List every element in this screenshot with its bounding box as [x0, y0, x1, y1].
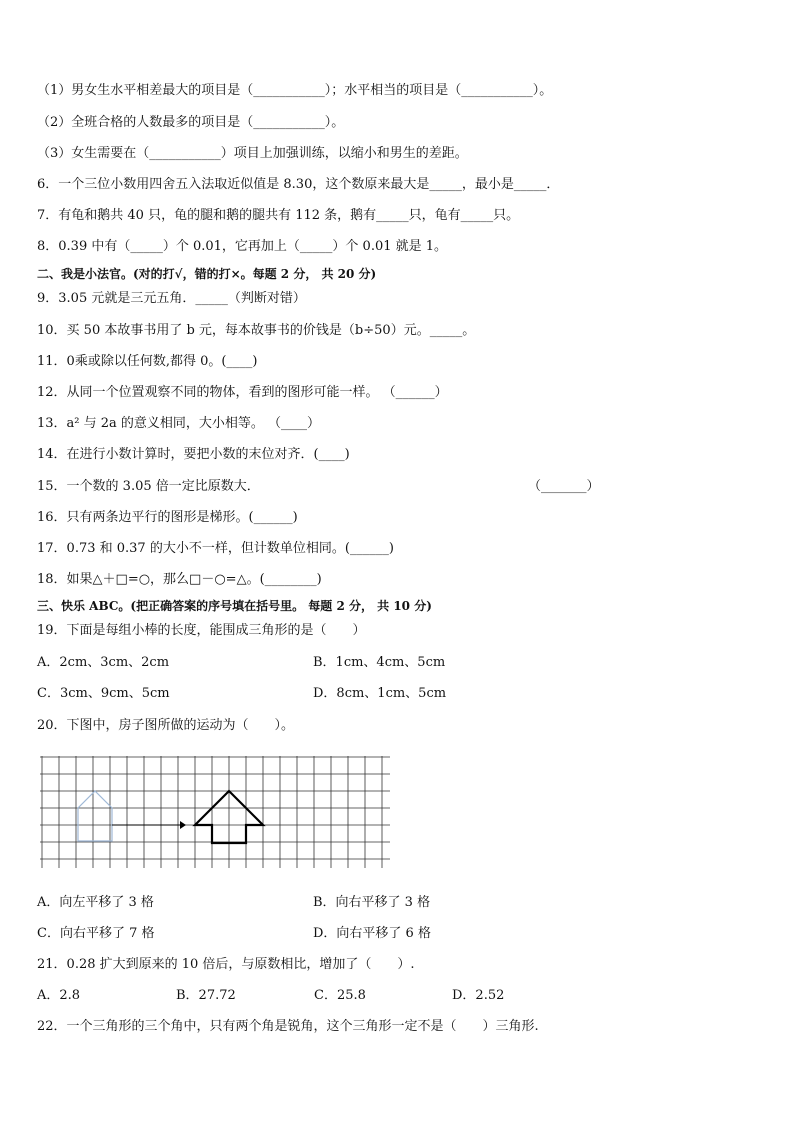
q20-option-d: D．向右平移了 6 格 — [313, 926, 431, 941]
question-21-stem: 21．0.28 扩大到原来的 10 倍后，与原数相比，增加了（ ）. — [37, 957, 415, 972]
house-translation-figure — [40, 756, 396, 876]
q5-sub1: （1）男女生水平相差最大的项目是（___________）；水平相当的项目是（___________）。 — [37, 83, 553, 98]
question-16: 16．只有两条边平行的图形是梯形。(______) — [37, 510, 298, 525]
grid-lines — [40, 756, 390, 868]
question-19-stem: 19．下面是每组小棒的长度，能围成三角形的是（ ） — [37, 623, 366, 638]
question-15-blank: （_______） — [528, 479, 600, 494]
q21-option-c: C．25.8 — [314, 988, 366, 1003]
q19-option-d: D．8cm、1cm、5cm — [313, 686, 447, 701]
q5-sub2: （2）全班合格的人数最多的项目是（___________）。 — [37, 115, 345, 130]
question-11: 11．0乘或除以任何数,都得 0。(____) — [37, 354, 258, 369]
question-8: 8．0.39 中有（_____）个 0.01，它再加上（_____）个 0.01 就是 1。 — [37, 239, 448, 254]
question-7: 7．有龟和鹅共 40 只，龟的腿和鹅的腿共有 112 条，鹅有_____只，龟有_____只。 — [37, 208, 520, 223]
question-13: 13．a² 与 2a 的意义相同，大小相等。 （____） — [37, 416, 321, 431]
question-17: 17．0.73 和 0.37 的大小不一样，但计数单位相同。(______) — [37, 541, 394, 556]
q19-option-a: A．2cm、3cm、2cm — [37, 655, 170, 670]
q20-option-c: C．向右平移了 7 格 — [37, 926, 155, 941]
question-6: 6．一个三位小数用四舍五入法取近似值是 8.30，这个数原来最大是_____，最小是_____． — [37, 177, 560, 192]
question-10: 10．买 50 本故事书用了 b 元，每本故事书的价钱是（b÷50）元。_____。 — [37, 323, 476, 338]
section-2-heading: 二、我是小法官。(对的打√，错的打×。每题 2 分， 共 20 分) — [37, 267, 377, 281]
q19-option-b: B．1cm、4cm、5cm — [313, 655, 446, 670]
q5-sub3: （3）女生需要在（___________）项目上加强训练，以缩小和男生的差距。 — [37, 146, 468, 161]
q21-option-a: A．2.8 — [37, 988, 81, 1003]
question-15: 15．一个数的 3.05 倍一定比原数大． — [37, 479, 260, 494]
original-house — [78, 791, 112, 841]
question-12: 12．从同一个位置观察不同的物体，看到的图形可能一样。 （______） — [37, 385, 448, 400]
q21-option-d: D．2.52 — [452, 988, 505, 1003]
question-9: 9．3.05 元就是三元五角．_____（判断对错） — [37, 291, 306, 306]
q20-option-b: B．向右平移了 3 格 — [313, 895, 431, 910]
question-14: 14．在进行小数计算时，要把小数的末位对齐．(____) — [37, 447, 350, 462]
question-20-stem: 20．下图中，房子图所做的运动为（ ）。 — [37, 718, 295, 733]
question-22: 22．一个三角形的三个角中，只有两个角是锐角，这个三角形一定不是（ ）三角形. — [37, 1019, 539, 1034]
q19-option-c: C．3cm、9cm、5cm — [37, 686, 170, 701]
question-18: 18．如果△＋□=○，那么□－○=△。(________) — [37, 572, 322, 587]
q21-option-b: B．27.72 — [176, 988, 236, 1003]
section-3-heading: 三、快乐 ABC。(把正确答案的序号填在括号里。 每题 2 分， 共 10 分) — [37, 599, 432, 613]
q20-option-a: A．向左平移了 3 格 — [37, 895, 154, 910]
translation-arrow-head — [180, 821, 186, 829]
